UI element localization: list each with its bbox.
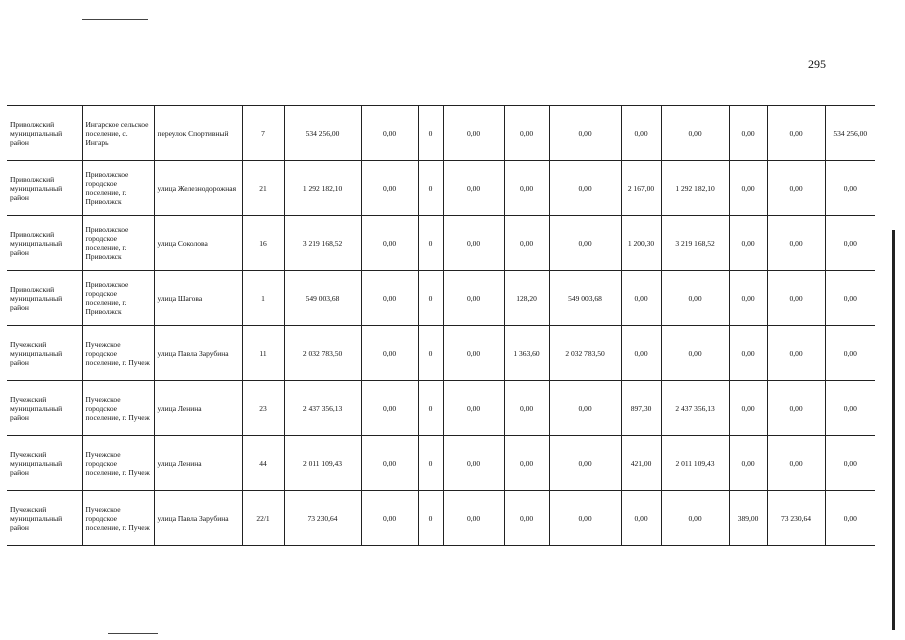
cell-c10: 0,00: [825, 161, 875, 216]
table-row: [7, 491, 875, 546]
cell-c1: 0,00: [361, 326, 418, 381]
cell-street: переулок Спортивный: [154, 106, 242, 161]
cell-settlement: Пучежское городское поселение, г. Пучеж: [82, 381, 154, 436]
cell-c2: 0: [418, 436, 443, 491]
cell-c3: 0,00: [443, 271, 504, 326]
cell-c5: 0,00: [549, 106, 621, 161]
cell-c2: 0: [418, 491, 443, 546]
cell-c8: 0,00: [729, 216, 767, 271]
cell-c1: 0,00: [361, 216, 418, 271]
top-scan-mark: [82, 19, 148, 20]
cell-c9: 0,00: [767, 216, 825, 271]
cell-settlement: Приволжское городское поселение, г. Приволжск: [82, 271, 154, 326]
cell-c8: 389,00: [729, 491, 767, 546]
cell-total: 534 256,00: [284, 106, 361, 161]
table-row: [7, 436, 875, 491]
cell-c10: 0,00: [825, 271, 875, 326]
cell-c9: 0,00: [767, 326, 825, 381]
cell-house: 23: [242, 381, 284, 436]
cell-district: Пучежский муниципальный район: [7, 436, 82, 491]
right-edge-scan-bar: [892, 230, 895, 630]
cell-street: улица Павла Зарубина: [154, 491, 242, 546]
cell-c10: 0,00: [825, 491, 875, 546]
cell-c1: 0,00: [361, 271, 418, 326]
cell-c5: 0,00: [549, 436, 621, 491]
cell-c8: 0,00: [729, 326, 767, 381]
cell-c1: 0,00: [361, 161, 418, 216]
cell-total: 73 230,64: [284, 491, 361, 546]
cell-district: Приволжский муниципальный район: [7, 106, 82, 161]
cell-c2: 0: [418, 381, 443, 436]
cell-street: улица Ленина: [154, 381, 242, 436]
cell-c3: 0,00: [443, 161, 504, 216]
cell-c10: 0,00: [825, 381, 875, 436]
cell-c3: 0,00: [443, 491, 504, 546]
cell-settlement: Пучежское городское поселение, г. Пучеж: [82, 326, 154, 381]
cell-c5: 0,00: [549, 216, 621, 271]
cell-total: 2 437 356,13: [284, 381, 361, 436]
cell-c4: 0,00: [504, 161, 549, 216]
cell-c6: 0,00: [621, 271, 661, 326]
cell-c6: 0,00: [621, 491, 661, 546]
cell-c7: 2 011 109,43: [661, 436, 729, 491]
cell-c10: 0,00: [825, 326, 875, 381]
cell-total: 1 292 182,10: [284, 161, 361, 216]
cell-district: Приволжский муниципальный район: [7, 161, 82, 216]
cell-street: улица Павла Зарубина: [154, 326, 242, 381]
cell-c6: 0,00: [621, 106, 661, 161]
cell-settlement: Пучежское городское поселение, г. Пучеж: [82, 491, 154, 546]
cell-c4: 0,00: [504, 491, 549, 546]
cell-c8: 0,00: [729, 161, 767, 216]
cell-c1: 0,00: [361, 436, 418, 491]
cell-c8: 0,00: [729, 106, 767, 161]
cell-house: 21: [242, 161, 284, 216]
cell-c4: 0,00: [504, 436, 549, 491]
page-number: 295: [808, 57, 826, 71]
table-row: [7, 326, 875, 381]
cell-c2: 0: [418, 216, 443, 271]
cell-c4: 1 363,60: [504, 326, 549, 381]
cell-total: 2 032 783,50: [284, 326, 361, 381]
cell-total: 3 219 168,52: [284, 216, 361, 271]
cell-c2: 0: [418, 326, 443, 381]
cell-c7: 0,00: [661, 491, 729, 546]
cell-house: 7: [242, 106, 284, 161]
cell-c4: 0,00: [504, 216, 549, 271]
cell-c7: 0,00: [661, 106, 729, 161]
cell-c5: 0,00: [549, 381, 621, 436]
cell-c8: 0,00: [729, 381, 767, 436]
cell-c8: 0,00: [729, 271, 767, 326]
bottom-scan-mark: [108, 633, 158, 634]
cell-house: 16: [242, 216, 284, 271]
cell-district: Приволжский муниципальный район: [7, 216, 82, 271]
cell-c10: 534 256,00: [825, 106, 875, 161]
cell-c1: 0,00: [361, 106, 418, 161]
cell-c6: 0,00: [621, 326, 661, 381]
cell-total: 2 011 109,43: [284, 436, 361, 491]
cell-district: Пучежский муниципальный район: [7, 326, 82, 381]
cell-c9: 73 230,64: [767, 491, 825, 546]
cell-c5: 549 003,68: [549, 271, 621, 326]
cell-c6: 897,30: [621, 381, 661, 436]
cell-street: улица Шагова: [154, 271, 242, 326]
cell-street: улица Железнодорожная: [154, 161, 242, 216]
cell-settlement: Ингарское сельское поселение, с. Ингарь: [82, 106, 154, 161]
cell-street: улица Ленина: [154, 436, 242, 491]
cell-c3: 0,00: [443, 106, 504, 161]
cell-c7: 1 292 182,10: [661, 161, 729, 216]
cell-c9: 0,00: [767, 161, 825, 216]
cell-c3: 0,00: [443, 436, 504, 491]
cell-c6: 1 200,30: [621, 216, 661, 271]
housing-table: [7, 105, 875, 546]
cell-c7: 0,00: [661, 271, 729, 326]
cell-c3: 0,00: [443, 381, 504, 436]
cell-c6: 2 167,00: [621, 161, 661, 216]
cell-house: 44: [242, 436, 284, 491]
cell-c7: 0,00: [661, 326, 729, 381]
cell-house: 22/1: [242, 491, 284, 546]
cell-c7: 2 437 356,13: [661, 381, 729, 436]
cell-c2: 0: [418, 271, 443, 326]
cell-c2: 0: [418, 161, 443, 216]
cell-c7: 3 219 168,52: [661, 216, 729, 271]
cell-settlement: Пучежское городское поселение, г. Пучеж: [82, 436, 154, 491]
table-row: [7, 271, 875, 326]
cell-c5: 0,00: [549, 161, 621, 216]
cell-c2: 0: [418, 106, 443, 161]
cell-c1: 0,00: [361, 381, 418, 436]
cell-c5: 2 032 783,50: [549, 326, 621, 381]
cell-c4: 0,00: [504, 381, 549, 436]
cell-district: Пучежский муниципальный район: [7, 381, 82, 436]
cell-c4: 0,00: [504, 106, 549, 161]
cell-c9: 0,00: [767, 271, 825, 326]
cell-c10: 0,00: [825, 436, 875, 491]
table-row: [7, 216, 875, 271]
cell-c6: 421,00: [621, 436, 661, 491]
cell-settlement: Приволжское городское поселение, г. Приволжск: [82, 161, 154, 216]
cell-c8: 0,00: [729, 436, 767, 491]
cell-settlement: Приволжское городское поселение, г. Приволжск: [82, 216, 154, 271]
cell-c3: 0,00: [443, 326, 504, 381]
cell-district: Пучежский муниципальный район: [7, 491, 82, 546]
cell-c5: 0,00: [549, 491, 621, 546]
cell-c9: 0,00: [767, 106, 825, 161]
table-row: [7, 381, 875, 436]
cell-c10: 0,00: [825, 216, 875, 271]
cell-district: Приволжский муниципальный район: [7, 271, 82, 326]
cell-c1: 0,00: [361, 491, 418, 546]
table-row: [7, 161, 875, 216]
table-row: [7, 106, 875, 161]
cell-c9: 0,00: [767, 436, 825, 491]
cell-c3: 0,00: [443, 216, 504, 271]
cell-total: 549 003,68: [284, 271, 361, 326]
cell-house: 1: [242, 271, 284, 326]
cell-house: 11: [242, 326, 284, 381]
cell-c4: 128,20: [504, 271, 549, 326]
cell-c9: 0,00: [767, 381, 825, 436]
cell-street: улица Соколова: [154, 216, 242, 271]
